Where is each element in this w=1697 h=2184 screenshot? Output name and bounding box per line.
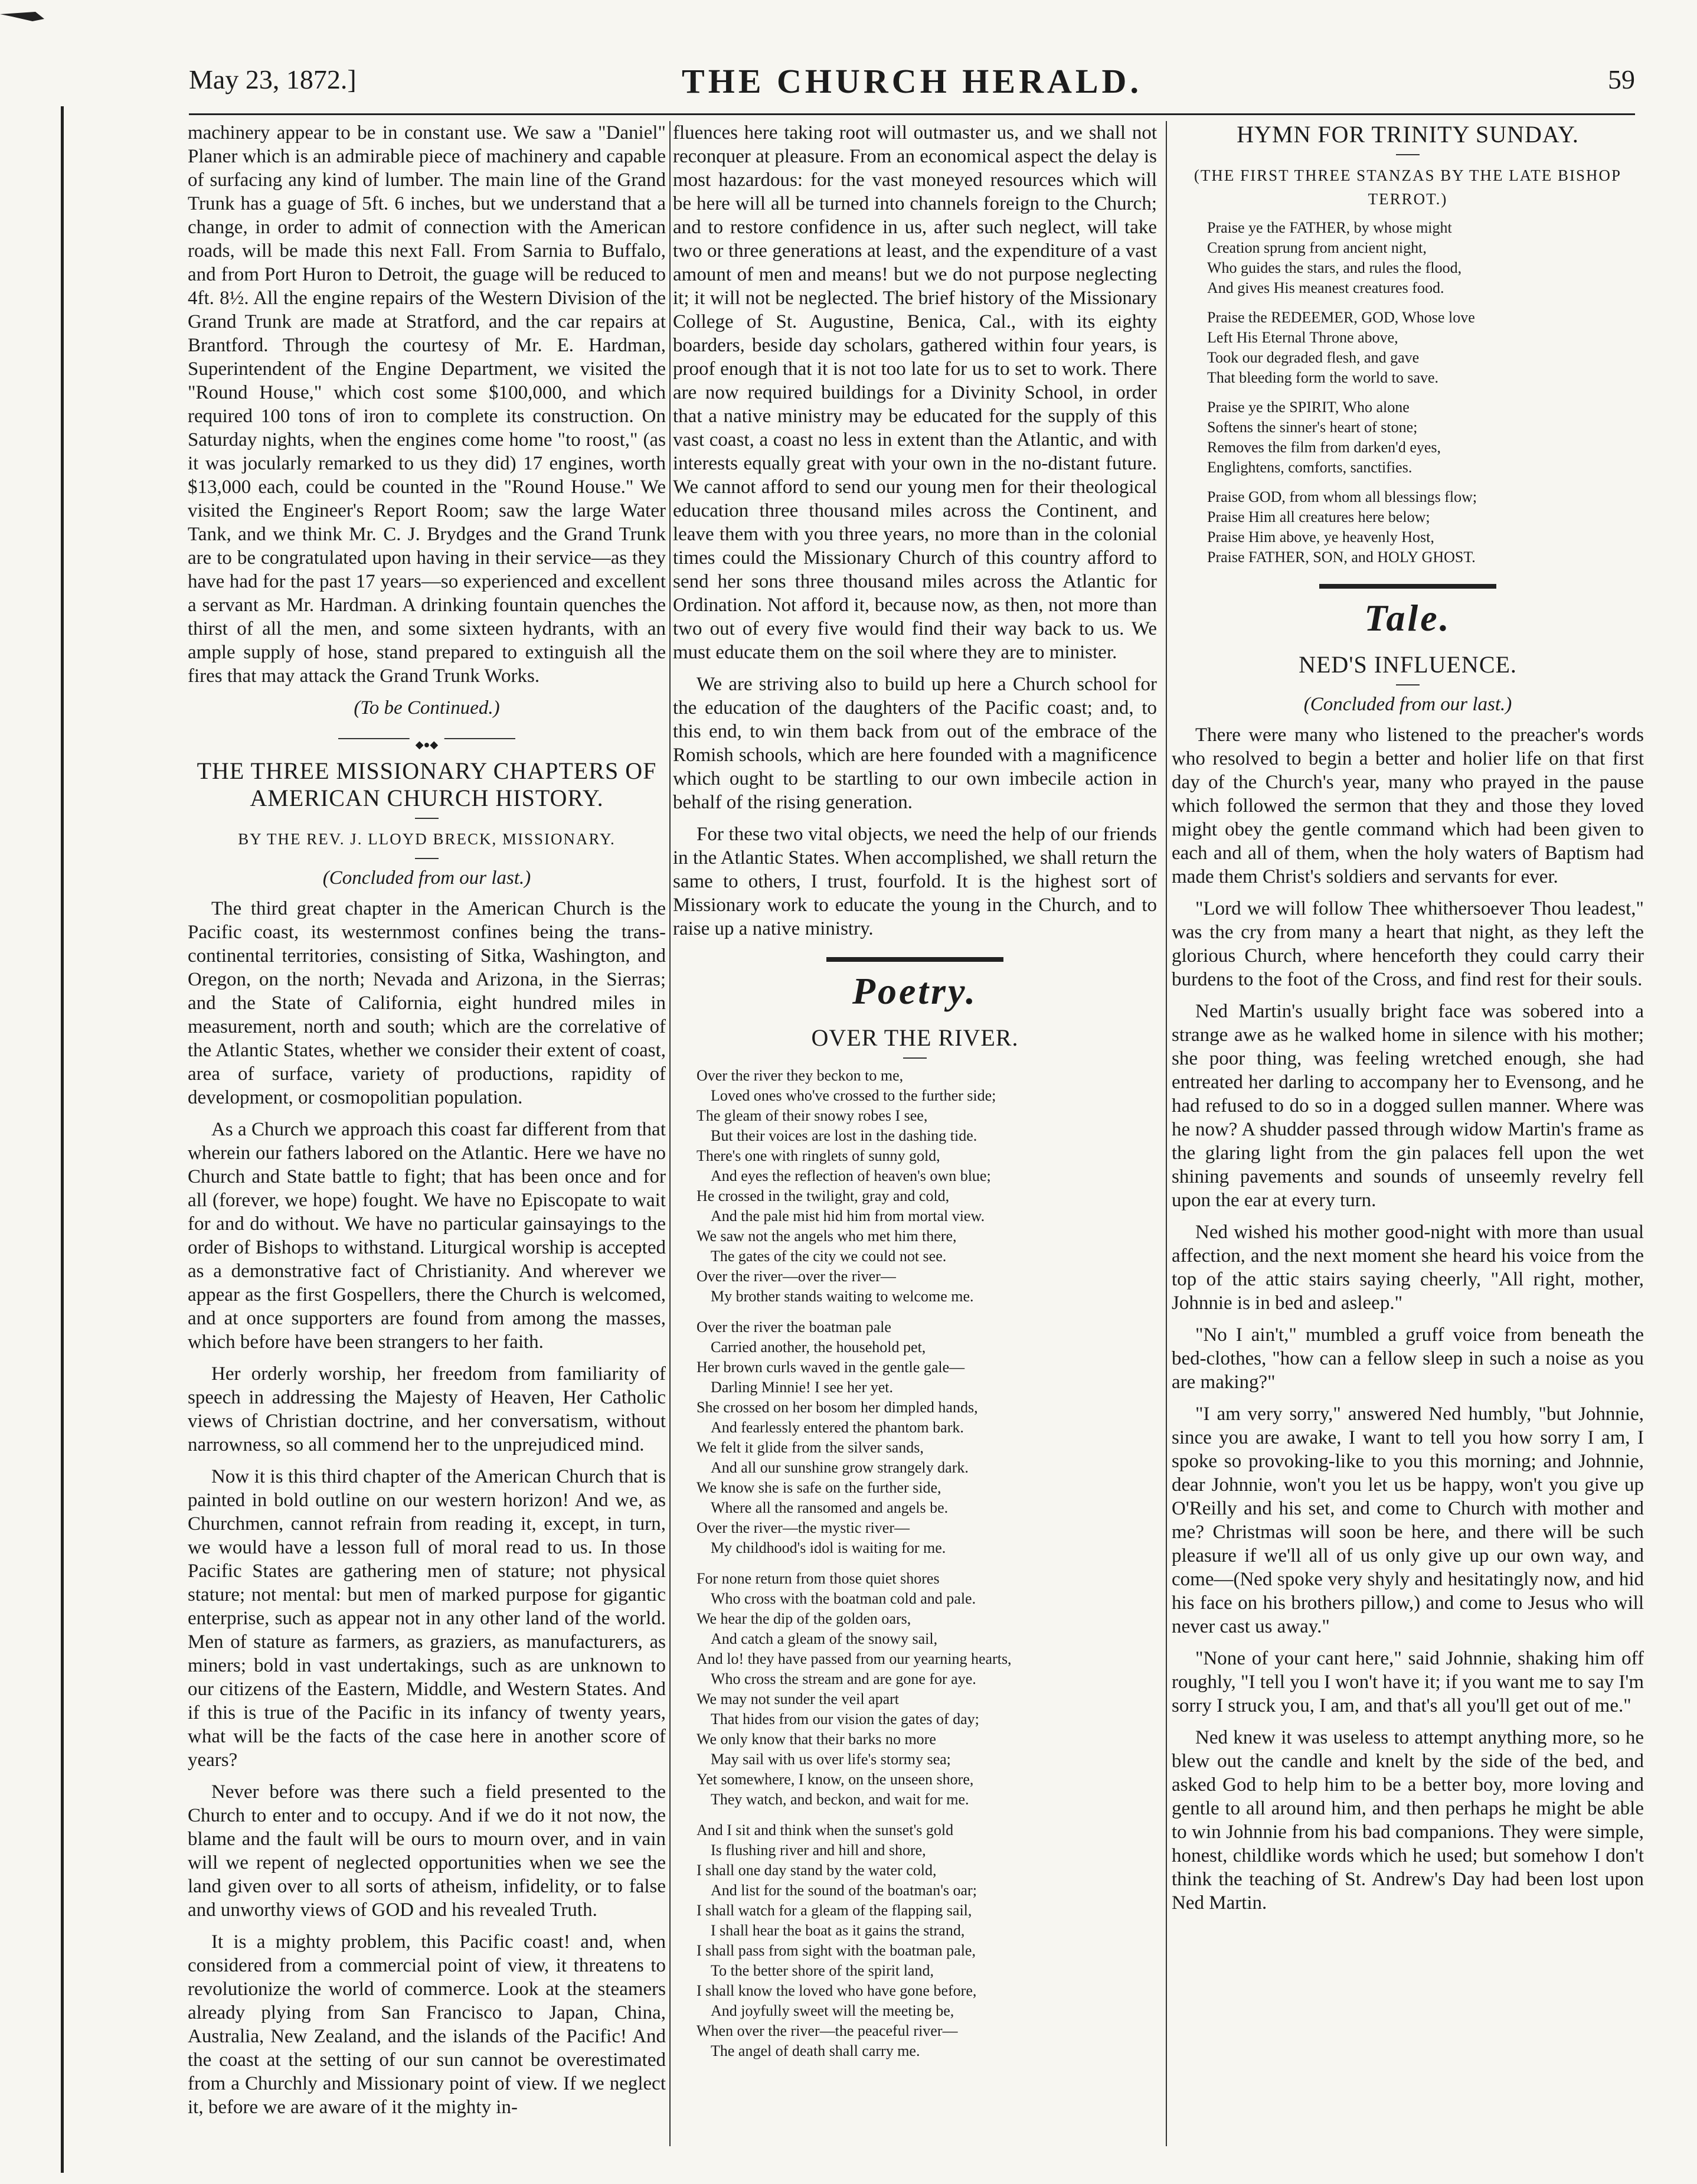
poem-line: To the better shore of the spirit land, — [711, 1962, 934, 1979]
poem-line: Who cross the stream and are gone for aye. — [711, 1670, 976, 1687]
paragraph: "I am very sorry," answered Ned humbly, "but Johnnie, since you are awake, I want to tell you how sorry I am, I spoke so provoking-like to you this morning; and Johnnie, dear Johnnie, won't you let us be happy, won't you give up O'Reilly and his set, and come to Church with mother and me? Christmas will soon be here, and there will be such pleasure if we'll all of us only give up our own way, and come—(Ned spoke very shyly and hesitatingly now, and hid his face on his brothers pillow,) and come to Jesus who will never cast us away." — [1172, 1403, 1644, 1637]
poem-line: Over the river they beckon to me, — [697, 1067, 904, 1084]
hymn-subtitle: (THE FIRST THREE STANZAS BY THE LATE BISHOP TERROT.) — [1194, 167, 1622, 208]
page-number: 59 — [1608, 64, 1635, 94]
hymn-line: Took our degraded flesh, and gave — [1207, 349, 1420, 366]
section-rule — [1319, 584, 1496, 589]
section-divider: ◆●◆ — [338, 732, 515, 746]
poem-line: They watch, and beckon, and wait for me. — [711, 1791, 969, 1808]
paragraph: Ned Martin's usually bright face was sobered into a strange awe as he walked home in silence with his mother; she poor thing, was feeling wretched enough, she had entreated her darling to accompany her to Evensong, and he had refused to do so in a dogged sullen manner. Where was he now? A shudder passed through widow Martin's frame as the glaring light from the gin palaces fell upon the wet shining pavements and sounds of unseemly revelry fell upon the ear at every turn. — [1172, 1001, 1644, 1211]
hymn-line: Softens the sinner's heart of stone; — [1207, 419, 1418, 436]
poem-line: And fearlessly entered the phantom bark. — [711, 1419, 964, 1436]
paragraph: There were many who listened to the preacher's words who resolved to begin a better and holier life on that first day of the Church's year, many who prayed in the pause which followed the sermon that they and those they loved might obey the gentle command which had been given to each and all of them, when the holy waters of Baptism had made them Christ's soldiers and servants for ever. — [1172, 724, 1644, 887]
paragraph: The third great chapter in the American Church is the Pacific coast, its westernmost confines being the trans-continental territories, consisting of Sitka, Washington, and Oregon, on the north; Nevada and Arizona, in the Sierras; and the State of California, eight hundred miles in measurement, north and south; which are the correlative of the Atlantic States, whether we consider their extent of coast, area of surface, variety of productions, rapidity of development, or cosmopolitian population. — [188, 898, 666, 1108]
poem-line: And list for the sound of the boatman's oar; — [711, 1882, 977, 1899]
hymn-line: Who guides the stars, and rules the flood, — [1207, 259, 1462, 276]
paragraph: We are striving also to build up here a Church school for the education of the daughters of the Pacific coast; and, to this end, to win them back from out of the embrace of the Romish schools, which are here founded with a magnificence which ought to be startling to our own imbecile action in behalf of the rising generation. — [673, 674, 1157, 813]
poem-line: I shall hear the boat as it gains the strand, — [711, 1922, 965, 1939]
poem-line: That hides from our vision the gates of day; — [711, 1710, 979, 1728]
stanza-break — [697, 1307, 1157, 1317]
poem-line: I shall one day stand by the water cold, — [697, 1862, 937, 1879]
newspaper-title: THE CHURCH HERALD. — [682, 62, 1142, 100]
poem-line: Loved ones who've crossed to the further side; — [711, 1087, 996, 1104]
poem-line: We only know that their barks no more — [697, 1731, 936, 1748]
poem-line: And lo! they have passed from our yearning hearts, — [697, 1650, 1012, 1667]
poem-line: I shall watch for a gleam of the flapping sail, — [697, 1902, 972, 1919]
hymn-line: Praise FATHER, SON, and HOLY GHOST. — [1207, 549, 1476, 566]
section-heading-poetry: Poetry. — [852, 970, 978, 1012]
poem-line: Over the river the boatman pale — [697, 1318, 891, 1336]
poem-line: For none return from those quiet shores — [697, 1570, 940, 1587]
poem-line: We felt it glide from the silver sands, — [697, 1439, 924, 1456]
paragraph: machinery appear to be in constant use. We saw a "Daniel" Planer which is an admirable piece of machinery and capable of surfacing any kind of lumber. The main line of the Grand Trunk has a guage of 5ft. 6 inches, but we understand that a change, in order to admit of connection with the American roads, will be made this next Fall. From Sarnia to Buffalo, and from Port Huron to Detroit, the guage will be reduced to 4ft. 8½. All the engine repairs of the Western Division of the Grand Trunk are made at Stratford, and the car repairs at Brantford. Through the courtesy of Mr. E. Hardman, Superintendent of the Engine Department, we visited the "Round House," which cost some $100,000, and which required 100 tons of iron to complete its construction. On Saturday nights, when the engines come home "to roost," (as it was jocularly remarked to us they did) 17 engines, worth $13,000 each, could be counted in the "Round House." We visited the Engineer's Report Room; saw the large Water Tank, and we think Mr. C. J. Brydges and the Grand Trunk are to be congratulated upon having in their service—as they have had for the past 17 years—so experienced and excellent a servant as Mr. Hardman. A drinking fountain quenches the thirst of all the men, and some sixteen hydrants, with an ample supply of hose, stand prepared to extinguish all the fires that may attack the Grand Trunk Works. — [188, 122, 666, 687]
paragraph: Ned wished his mother good-night with more than usual affection, and the next moment she heard his voice from the top of the attic stairs saying cheerly, "All right, mother, Johnnie is in bed and asleep." — [1172, 1222, 1644, 1314]
hymn-line: Praise Him above, ye heavenly Host, — [1207, 528, 1434, 546]
poem-line: Where all the ransomed and angels be. — [711, 1499, 949, 1516]
poem-title: OVER THE RIVER. — [811, 1024, 1019, 1051]
poem-line: I shall pass from sight with the boatman pale, — [697, 1942, 976, 1959]
section-rule — [826, 957, 1003, 962]
hymn-line: And gives His meanest creatures food. — [1207, 279, 1444, 296]
poem-line: And joyfully sweet will the meeting be, — [711, 2002, 954, 2019]
paragraph: Now it is this third chapter of the American Church that is painted in bold outline on our western horizon! And we, as Churchmen, cannot refrain from reading it, except, in turn, we would have a lesson full of moral read to us. In those Pacific States are gathering men of stature; not physical stature; not mental: but men of marked purpose for gigantic enterprise, such as appear not in any other land of the world. Men of stature as farmers, as graziers, as manufacturers, as miners; bold in vast undertakings, such as are unknown to our citizens of the Eastern, Middle, and Western States. And if this is true of the Pacific in its infancy of twenty years, what will be the facts of the case here in another score of years? — [188, 1466, 666, 1771]
poem-line: And catch a gleam of the snowy sail, — [711, 1630, 938, 1647]
poem-line: May sail with us over life's stormy sea; — [711, 1751, 951, 1768]
poem-line: We saw not the angels who met him there, — [697, 1228, 957, 1245]
paragraph: It is a mighty problem, this Pacific coast! and, when considered from a commercial point of view, it threatens to revolutionize the world of commerce. Look at the steamers already plying from San Francisco to Japan, China, Australia, New Zealand, and the islands of the Pacific! And the coast at the setting of our sun cannot be overestimated from a Churchly and Missionary point of view. If we neglect it, before we are aware of it the mighty in- — [188, 1931, 666, 2118]
scan-edge-line — [61, 106, 64, 2173]
hymn-line: Removes the film from darken'd eyes, — [1207, 439, 1441, 456]
title-dash — [415, 818, 439, 819]
poem-line: Over the river—over the river— — [697, 1268, 896, 1285]
paragraph: fluences here taking root will outmaster us, and we shall not reconquer at pleasure. From an economical aspect the delay is most hazardous: for the vast moneyed resources which will be here will all be turned into channels foreign to the Church; and to restore confidence in us, after such neglect, will take two or three generations at least, and the expenditure of a vast amount of men and means! but we do not purpose neglecting it; it will not be neglected. The brief history of the Missionary College of St. Augustine, Benica, Cal., with its eighty boarders, beside day scholars, gathered within four years, is proof enough that it is not too late for us to set to work. There are now required buildings for a Divinity School, in order that a native ministry may be educated for the supply of this vast coast, a coast no less in extent than the Atlantic, and with interests equally great with your own in the no-distant future. We cannot afford to send our young men for their theological education three thousand miles across the Continent, and leave them with you three years, no more than in the colonial times could the Missionary Church of this country afford to send her sons three thousand miles across the Atlantic for Ordination. Not afford it, because now, as then, not more than two out of every five would find their way back to us. We must educate them on the soil where they are to minister. — [673, 122, 1157, 663]
stanza-break — [697, 1810, 1157, 1820]
hymn-line: Praise ye the FATHER, by whose might — [1207, 219, 1452, 236]
poem-line: Who cross with the boatman cold and pale. — [711, 1590, 976, 1607]
hymn-line: Left His Eternal Throne above, — [1207, 329, 1398, 346]
poem-line: We may not sunder the veil apart — [697, 1690, 900, 1708]
paragraph: Her orderly worship, her freedom from familiarity of speech in addressing the Majesty of Heaven, Her Catholic views of Christian doctrine, and her conversatism, without narrowness, so all commend her to the unprejudiced mind. — [188, 1363, 666, 1455]
poem-line: My brother stands waiting to welcome me. — [711, 1288, 974, 1305]
tale-title: NED'S INFLUENCE. — [1299, 651, 1517, 678]
section-heading-tale: Tale. — [1364, 597, 1451, 639]
paragraph: As a Church we approach this coast far different from that wherein our fathers labored on the Atlantic. Here we have no Church and State battle to fight; that has been once and for all (forever, we hope) fought. We have no Episcopate to wait for and do without. We have no particular gainsayings to the order of Bishops to withstand. Liturgical worship is accepted as a demonstrative fact of Christianity. And wherever we appear as the first Gospellers, there the Church is welcomed, and at once supporters are found from among the masses, which before have been strangers to her faith. — [188, 1119, 666, 1353]
header-rule — [189, 113, 1635, 115]
hymn-title-dash — [1396, 154, 1420, 155]
paragraph: Never before was there such a field presented to the Church to enter and to occupy. And if we do it not now, the blame and the fault will be ours to mourn over, and in vain will we repent of neglected opportunities when we see the land given over to all sorts of atheism, infidelity, or to false and unworthy views of GOD and his revealed Truth. — [188, 1781, 666, 1921]
poem-line: But their voices are lost in the dashing tide. — [711, 1127, 977, 1144]
hymn-line: Praise GOD, from whom all blessings flow; — [1207, 488, 1477, 505]
poem-line: There's one with ringlets of sunny gold, — [697, 1147, 940, 1164]
byline-dash — [415, 858, 439, 859]
poem-line: Carried another, the household pet, — [711, 1339, 926, 1356]
stanza-break — [1207, 388, 1644, 397]
stanza-break — [1207, 298, 1644, 308]
concluded-note: (Concluded from our last.) — [1303, 694, 1512, 715]
hymn — [1207, 218, 1644, 567]
article-title: THE THREE MISSIONARY CHAPTERS OF AMERICAN CHURCH HISTORY. — [197, 758, 657, 811]
poem-line: The gates of the city we could not see. — [711, 1248, 947, 1265]
poem-line: We know she is safe on the further side, — [697, 1479, 941, 1496]
poem — [697, 1066, 1157, 2061]
poem-title-dash — [903, 1057, 927, 1059]
column-rule — [669, 121, 671, 2146]
poem-line: And the pale mist hid him from mortal view. — [711, 1207, 985, 1225]
stanza-break — [1207, 478, 1644, 487]
stanza-break — [697, 1558, 1157, 1569]
poem-line: Her brown curls waved in the gentle gale— — [697, 1359, 965, 1376]
poem-line: He crossed in the twilight, gray and cold, — [697, 1187, 950, 1204]
poem-line: We hear the dip of the golden oars, — [697, 1610, 911, 1627]
paragraph: For these two vital objects, we need the help of our friends in the Atlantic States. When accomplished, we shall return the same to others, I trust, fourfold. It is the highest sort of Missionary work to educate the young in the Church, and to raise up a native ministry. — [673, 824, 1157, 939]
hymn-line: That bleeding form the world to save. — [1207, 369, 1439, 386]
poem-line: The gleam of their snowy robes I see, — [697, 1107, 928, 1124]
tale-title-dash — [1396, 684, 1420, 685]
poem-line: When over the river—the peaceful river— — [697, 2022, 958, 2039]
poem-line: And I sit and think when the sunset's gold — [697, 1821, 954, 1839]
scan-mark — [0, 6, 44, 24]
concluded-note: (Concluded from our last.) — [322, 867, 531, 889]
poem-line: Darling Minnie! I see her yet. — [711, 1379, 894, 1396]
column-rule — [1166, 121, 1167, 2146]
hymn-line: Praise the REDEEMER, GOD, Whose love — [1207, 309, 1475, 326]
page-header — [189, 59, 1635, 106]
hymn-title: HYMN FOR TRINITY SUNDAY. — [1237, 121, 1579, 148]
poem-line: She crossed on her bosom her dimpled hands, — [697, 1399, 978, 1416]
poem-line: And eyes the reflection of heaven's own blue; — [711, 1167, 991, 1184]
paragraph: Ned knew it was useless to attempt anything more, so he blew out the candle and knelt by the side of the bed, and asked God to help him to be a better boy, more loving and gentle to all around him, and then perhaps he might be able to win Johnnie from his bad companions. They were simple, honest, childlike words which he used; but somehow I don't think the teaching of St. Andrew's Day had been lost upon Ned Martin. — [1172, 1727, 1644, 1914]
poem-line: The angel of death shall carry me. — [711, 2042, 920, 2059]
poem-line: My childhood's idol is waiting for me. — [711, 1539, 946, 1556]
byline: BY THE REV. J. LLOYD BRECK, MISSIONARY. — [238, 830, 616, 848]
hymn-line: Englightens, comforts, sanctifies. — [1207, 459, 1412, 476]
hymn-line: Creation sprung from ancient night, — [1207, 239, 1427, 256]
column-2 — [673, 121, 1157, 2073]
hymn-line: Praise Him all creatures here below; — [1207, 508, 1430, 525]
poem-line: Is flushing river and hill and shore, — [711, 1842, 926, 1859]
column-1 — [188, 121, 666, 2127]
column-3 — [1172, 121, 1644, 1923]
poem-line: Over the river—the mystic river— — [697, 1519, 910, 1536]
paragraph: "Lord we will follow Thee whithersoever Thou leadest," was the cry from many a heart that night, as they left the glorious Church, where henceforth they could carry their burdens to the foot of the Cross, and find rest for their souls. — [1172, 898, 1644, 990]
poem-line: And all our sunshine grow strangely dark. — [711, 1459, 969, 1476]
to-be-continued: (To be Continued.) — [354, 697, 500, 719]
poem-line: Yet somewhere, I know, on the unseen shore, — [697, 1771, 974, 1788]
paragraph: "No I ain't," mumbled a gruff voice from beneath the bed-clothes, "how can a fellow sleep in such a noise as you are making?" — [1172, 1324, 1644, 1393]
poem-line: I shall know the loved who have gone before, — [697, 1982, 977, 1999]
paragraph: "None of your cant here," said Johnnie, shaking him off roughly, "I tell you I won't have it; if you want me to say I'm sorry I struck you, I am, and that's all you'll get out of me." — [1172, 1648, 1644, 1716]
hymn-line: Praise ye the SPIRIT, Who alone — [1207, 399, 1410, 416]
header-date: May 23, 1872.] — [189, 64, 357, 94]
